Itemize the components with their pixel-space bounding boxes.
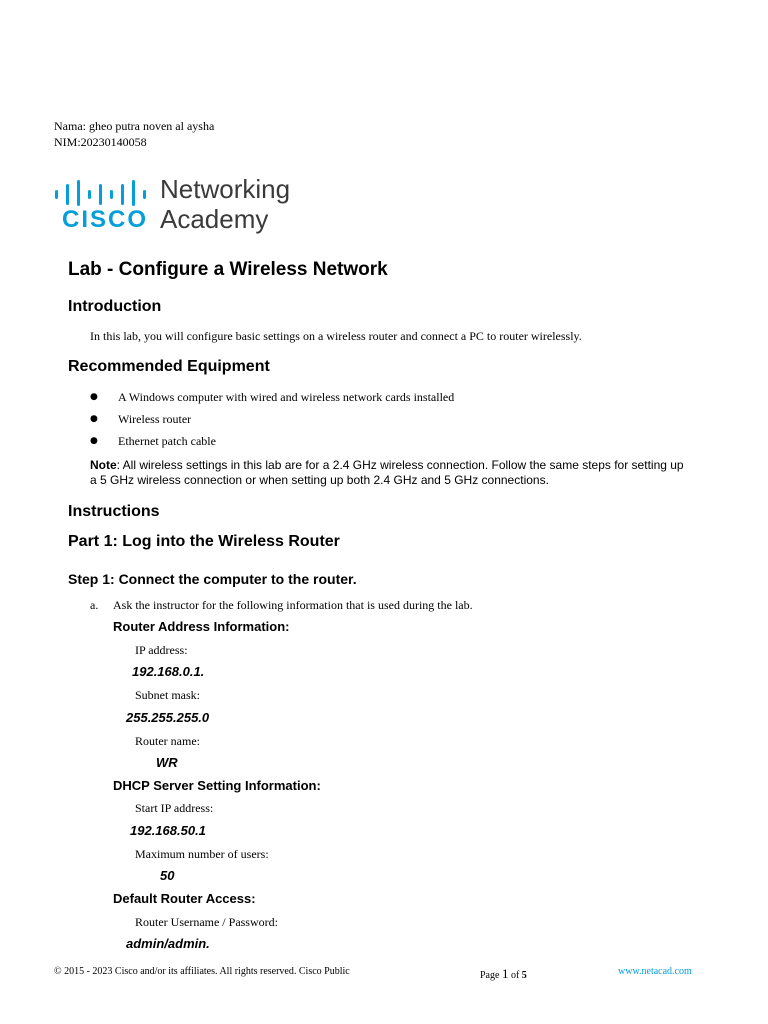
router-info-heading: Router Address Information: xyxy=(113,619,290,634)
router-name-label: Router name: xyxy=(135,734,200,748)
max-users-value: 50 xyxy=(160,868,175,883)
equipment-item: Ethernet patch cable xyxy=(118,434,216,448)
student-name-line: Nama: gheo putra noven al aysha xyxy=(54,119,215,133)
credentials-value: admin/admin. xyxy=(126,936,210,951)
start-ip-value: 192.168.50.1 xyxy=(130,823,206,838)
subnet-mask-label: Subnet mask: xyxy=(135,688,200,702)
note-label: Note xyxy=(90,458,117,472)
footer-netacad-link[interactable]: www.netacad.com xyxy=(618,966,692,977)
logo-networking-text: Networking xyxy=(160,174,291,204)
logo-cisco-text: CISCO xyxy=(62,206,149,233)
equipment-heading: Recommended Equipment xyxy=(68,358,270,375)
ip-address-label: IP address: xyxy=(135,643,188,657)
step1-heading: Step 1: Connect the computer to the router. xyxy=(68,571,357,587)
dhcp-info-heading: DHCP Server Setting Information: xyxy=(113,778,321,793)
note-paragraph xyxy=(90,458,690,488)
cisco-bars-icon xyxy=(54,180,150,206)
bullet-icon: ● xyxy=(90,392,98,402)
instructions-heading: Instructions xyxy=(68,503,160,520)
step-a-text: Ask the instructor for the following information that is used during the lab. xyxy=(113,598,473,612)
subnet-mask-value: 255.255.255.0 xyxy=(126,710,210,725)
step-marker: a. xyxy=(90,598,99,612)
student-nim-line: NIM:20230140058 xyxy=(54,135,147,149)
start-ip-label: Start IP address: xyxy=(135,801,214,815)
equipment-item: A Windows computer with wired and wireless network cards installed xyxy=(118,390,455,404)
access-info-heading: Default Router Access: xyxy=(113,891,256,906)
ip-address-value: 192.168.0.1. xyxy=(132,664,205,679)
introduction-heading: Introduction xyxy=(68,298,162,315)
footer-copyright: © 2015 - 2023 Cisco and/or its affiliates. All rights reserved. Cisco Public xyxy=(54,966,350,977)
max-users-label: Maximum number of users: xyxy=(135,847,269,861)
logo-academy-text: Academy xyxy=(160,204,269,234)
credentials-label: Router Username / Password: xyxy=(135,915,278,929)
router-name-value: WR xyxy=(156,755,178,770)
introduction-text: In this lab, you will configure basic settings on a wireless router and connect a PC to router wirelessly. xyxy=(90,329,582,343)
note-body: : All wireless settings in this lab are for a 2.4 GHz wireless connection. Follow the same steps for setting up a 5 GHz wireless connection or when setting up both 2.4 GHz and 5 GHz connections. xyxy=(90,458,684,487)
page-total: 5 xyxy=(521,970,527,981)
document-title: Lab - Configure a Wireless Network xyxy=(68,259,388,280)
equipment-item: Wireless router xyxy=(118,412,192,426)
footer-page-indicator xyxy=(480,966,527,982)
bullet-icon: ● xyxy=(90,436,98,446)
page-prefix: Page xyxy=(480,970,500,981)
part1-heading: Part 1: Log into the Wireless Router xyxy=(68,533,340,550)
page-number: 1 xyxy=(501,966,509,981)
page-of: of xyxy=(510,970,520,981)
bullet-icon: ● xyxy=(90,414,98,424)
